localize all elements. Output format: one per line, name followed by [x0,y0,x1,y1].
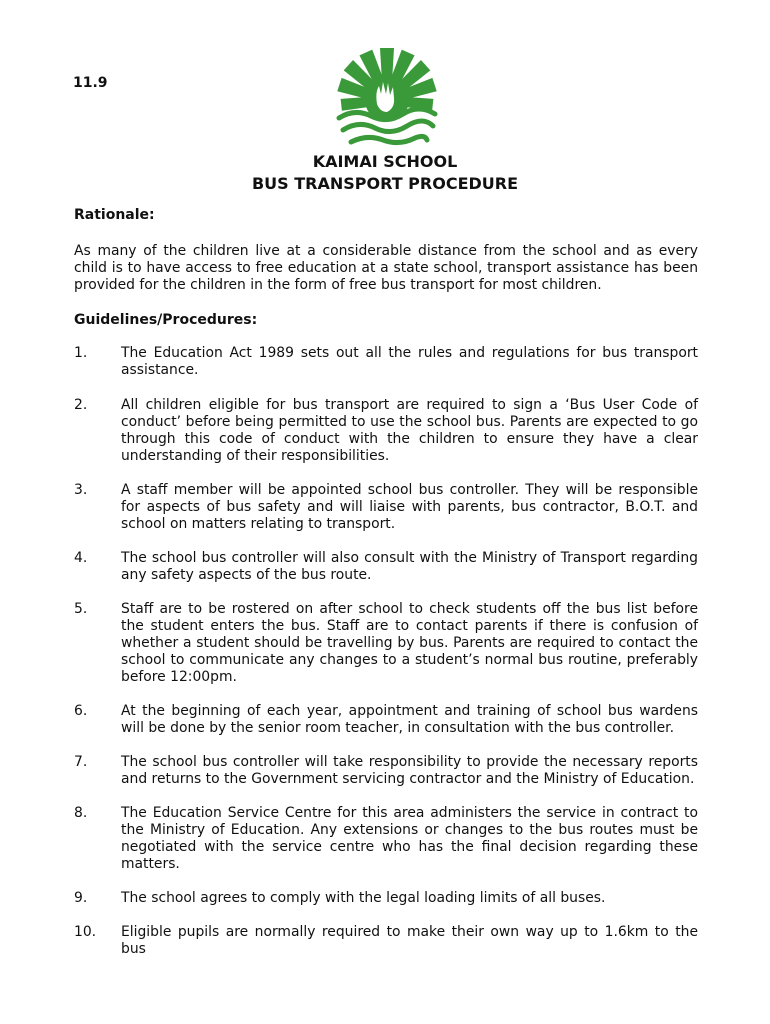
rationale-heading: Rationale: [74,207,155,223]
guideline-number: 1. [74,345,88,361]
guideline-text: The school bus controller will also consult with the Ministry of Transport regarding any safety aspects of the bus route. [121,550,698,583]
guideline-text: A staff member will be appointed school bus controller. They will be responsible for aspects of bus safety and will liaise with parents, bus contractor, B.O.T. and school on matters relating to transport. [121,482,698,532]
guidelines-heading: Guidelines/Procedures: [74,312,258,328]
guideline-item [74,397,698,465]
guideline-number: 2. [74,397,88,413]
guideline-item [74,924,698,958]
school-logo-icon [325,42,449,152]
guideline-item [74,754,698,788]
guideline-number: 4. [74,550,88,566]
guideline-number: 7. [74,754,88,770]
guideline-item [74,805,698,873]
guideline-number: 10. [74,924,97,940]
section-number: 11.9 [73,75,108,91]
guideline-number: 3. [74,482,88,498]
guideline-number: 5. [74,601,88,617]
procedure-title: BUS TRANSPORT PROCEDURE [251,174,519,193]
guideline-item [74,482,698,533]
guideline-number: 6. [74,703,88,719]
guideline-text: The school bus controller will take responsibility to provide the necessary reports and returns to the Government servicing contractor and the Ministry of Education. [121,754,698,787]
guideline-text: All children eligible for bus transport are required to sign a ‘Bus User Code of conduct’ before being permitted to use the school bus. Parents are expected to go through this code of conduct with the children to ensure they have a clear understanding of their responsibilities. [121,397,698,464]
guideline-text: The school agrees to comply with the legal loading limits of all buses. [121,890,606,906]
guideline-item [74,703,698,737]
school-name: KAIMAI SCHOOL [312,152,458,171]
guideline-text: The Education Service Centre for this area administers the service in contract to the Ministry of Education. Any extensions or changes to the bus routes must be negotiated with the service centre who has the final decision regarding these matters. [121,805,698,872]
document-titles [0,151,770,195]
guideline-text: Staff are to be rostered on after school to check students off the bus list before the student enters the bus. Staff are to contact parents if there is confusion of whether a student should be travelling by bus. Parents are required to contact the school to communicate any changes to a student’s normal bus routine, preferably before 12:00pm. [121,601,698,685]
guideline-text: At the beginning of each year, appointment and training of school bus wardens will be done by the senior room teacher, in consultation with the bus controller. [121,703,698,736]
guideline-item [74,601,698,686]
rationale-text: As many of the children live at a considerable distance from the school and as every child is to have access to free education at a state school, transport assistance has been provided for the children in the form of free bus transport for most children. [74,243,698,293]
guideline-item [74,890,698,907]
guideline-text: Eligible pupils are normally required to make their own way up to 1.6km to the bus [121,924,698,957]
guideline-item [74,345,698,379]
guideline-number: 8. [74,805,88,821]
guideline-number: 9. [74,890,88,906]
guideline-text: The Education Act 1989 sets out all the rules and regulations for bus transport assistance. [121,345,698,378]
guideline-item [74,550,698,584]
